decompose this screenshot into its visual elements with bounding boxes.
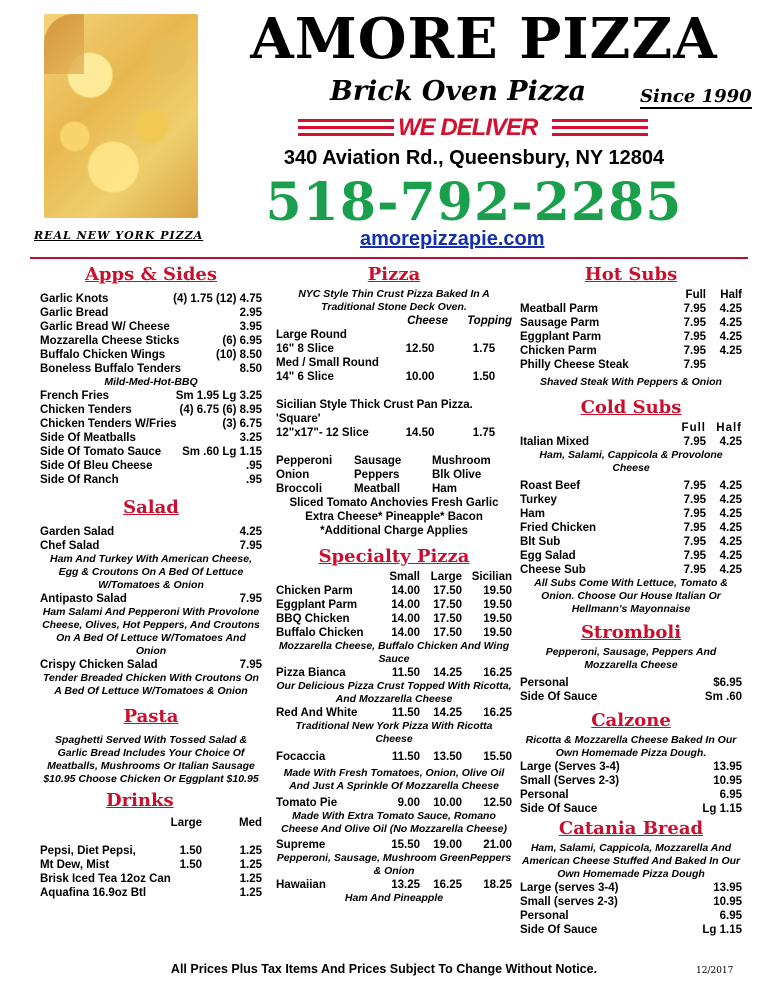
menu-item: Side Of Sauce Lg 1.15 bbox=[520, 924, 742, 936]
menu-item: Side Of Sauce Sm .60 bbox=[520, 691, 742, 703]
menu-item: Chicken Parm 7.95 4.25 bbox=[520, 345, 742, 357]
menu-item: Sausage Parm 7.95 4.25 bbox=[520, 317, 742, 329]
tagline: Brick Oven Pizza bbox=[330, 76, 586, 107]
philly-note: Shaved Steak With Peppers & Onion bbox=[540, 376, 722, 388]
stromboli-description: Pepperoni, Sausage, Peppers And Mozzarella Cheese bbox=[545, 646, 717, 671]
we-deliver: WE DELIVER bbox=[398, 114, 538, 141]
section-heading-specialty: Specialty Pizza bbox=[318, 546, 470, 567]
menu-item: Personal 6.95 bbox=[520, 789, 742, 801]
section-heading-drinks: Drinks bbox=[106, 790, 174, 811]
section-heading-pizza: Pizza bbox=[367, 264, 421, 285]
menu-item: Small (Serves 2-3) 10.95 bbox=[520, 775, 742, 787]
item-description: Our Delicious Pizza Crust Topped With Ricotta, And Mozzarella Cheese bbox=[276, 680, 512, 705]
sicilian-description: Sicilian Style Thick Crust Pan Pizza. bbox=[276, 399, 473, 411]
menu-item: Buffalo Chicken 14.00 17.50 19.50 bbox=[276, 627, 512, 639]
deliver-lines-left bbox=[298, 119, 394, 140]
item-description: Mozzarella Cheese, Buffalo Chicken And Wing Sauce bbox=[278, 640, 510, 665]
menu-item: Blt Sub 7.95 4.25 bbox=[520, 536, 742, 548]
section-heading-salad: Salad bbox=[123, 497, 179, 518]
since-year: Since 1990 bbox=[640, 86, 752, 107]
wing-flavors-note: Mild-Med-Hot-BBQ bbox=[104, 376, 198, 388]
menu-item: Personal $6.95 bbox=[520, 677, 742, 689]
deliver-lines-right bbox=[552, 119, 648, 140]
menu-item: 12"x17"- 12 Slice 14.50 1.75 bbox=[276, 427, 496, 439]
menu-item: Eggplant Parm 7.95 4.25 bbox=[520, 331, 742, 343]
calzone-description: Ricotta & Mozzarella Cheese Baked In Our Own Homemade Pizza Dough. bbox=[525, 734, 737, 759]
section-heading-apps: Apps & Sides bbox=[84, 264, 218, 285]
menu-item: Aquafina 16.9oz Btl 1.25 bbox=[40, 887, 262, 899]
menu-item: Garlic Knots (4) 1.75 (12) 4.75 bbox=[40, 293, 262, 305]
menu-item: Garlic Bread 2.95 bbox=[40, 307, 262, 319]
section-heading-cold-subs: Cold Subs bbox=[580, 397, 682, 418]
menu-item: Chef Salad 7.95 bbox=[40, 540, 262, 552]
menu-item: Side Of Bleu Cheese .95 bbox=[40, 460, 262, 472]
item-description: Made With Extra Tomato Sauce, Romano Cheese And Olive Oil (No Mozzarella Cheese) bbox=[280, 810, 507, 835]
menu-item: Cheese Sub 7.95 4.25 bbox=[520, 564, 742, 576]
catania-description: Ham, Salami, Cappicola, Mozzarella And American Cheese Stuffed And Baked In Our Own Homemade Pizza Dough bbox=[521, 842, 741, 880]
menu-item: Eggplant Parm 14.00 17.50 19.50 bbox=[276, 599, 512, 611]
menu-item: Philly Cheese Steak 7.95 bbox=[520, 359, 706, 371]
section-heading-catania: Catania Bread bbox=[558, 818, 704, 839]
column-middle bbox=[276, 262, 512, 905]
menu-item: Side Of Tomato Sauce Sm .60 Lg 1.15 bbox=[40, 446, 262, 458]
drinks-column-headers: Large Med bbox=[170, 817, 262, 829]
menu-item: Personal 6.95 bbox=[520, 910, 742, 922]
menu-item: Side Of Ranch .95 bbox=[40, 474, 262, 486]
item-description: Ham And Turkey With American Cheese, Egg & Croutons On A Bed Of Lettuce W/Tomatoes & Onion bbox=[50, 553, 252, 591]
item-description: Ham And Pineapple bbox=[344, 892, 444, 904]
cold-subs-column-headers: Full Half bbox=[681, 422, 742, 434]
toppings-line: Sliced Tomato Anchovies Fresh Garlic bbox=[289, 497, 499, 509]
menu-item: Large (serves 3-4) 13.95 bbox=[520, 882, 742, 894]
item-description: Tender Breaded Chicken With Croutons On A Bed Of Lettuce W/Tomatoes & Onion bbox=[43, 672, 259, 697]
menu-item: Garlic Bread W/ Cheese 3.95 bbox=[40, 321, 262, 333]
menu-item: Red And White 11.50 14.25 16.25 bbox=[276, 707, 512, 719]
menu-item: Italian Mixed 7.95 4.25 bbox=[520, 436, 742, 448]
header-divider bbox=[30, 257, 748, 259]
menu-item: Mt Dew, Mist 1.50 1.25 bbox=[40, 859, 262, 871]
website-link[interactable]: amorepizzapie.com bbox=[360, 228, 545, 250]
menu-item: Meatball Parm 7.95 4.25 bbox=[520, 303, 742, 315]
address: 340 Aviation Rd., Queensbury, NY 12804 bbox=[283, 147, 665, 169]
menu-item: Turkey 7.95 4.25 bbox=[520, 494, 742, 506]
section-heading-hot-subs: Hot Subs bbox=[584, 264, 678, 285]
menu-item: Focaccia 11.50 13.50 15.50 bbox=[276, 751, 512, 763]
footer-disclaimer: All Prices Plus Tax Items And Prices Subject To Change Without Notice. bbox=[170, 962, 598, 976]
menu-item: Tomato Pie 9.00 10.00 12.50 bbox=[276, 797, 512, 809]
menu-item: 16" 8 Slice 12.50 1.75 bbox=[276, 343, 496, 355]
menu-item: French Fries Sm 1.95 Lg 3.25 bbox=[40, 390, 262, 402]
menu-item: Hawaiian 13.25 16.25 18.25 bbox=[276, 879, 512, 891]
menu-item: Chicken Parm 14.00 17.50 19.50 bbox=[276, 585, 512, 597]
real-new-york-pizza: REAL NEW YORK PIZZA bbox=[34, 229, 204, 242]
menu-item: Supreme 15.50 19.00 21.00 bbox=[276, 839, 512, 851]
hot-subs-column-headers: Full Half bbox=[685, 289, 742, 301]
menu-item: Side Of Sauce Lg 1.15 bbox=[520, 803, 742, 815]
menu-item: Boneless Buffalo Tenders 8.50 bbox=[40, 363, 262, 375]
item-description: Traditional New York Pizza With Ricotta Cheese bbox=[295, 720, 493, 745]
menu-item: Crispy Chicken Salad 7.95 bbox=[40, 659, 262, 671]
item-description: Made With Fresh Tomatoes, Onion, Olive Oil And Just A Sprinkle Of Mozzarella Cheese bbox=[283, 767, 505, 792]
additional-charge-note: *Additional Charge Applies bbox=[320, 525, 468, 537]
menu-item: Chicken Tenders (4) 6.75 (6) 8.95 bbox=[40, 404, 262, 416]
pizza-size-label: Med / Small Round bbox=[276, 357, 379, 369]
sicilian-square: 'Square' bbox=[276, 413, 321, 425]
menu-item: Egg Salad 7.95 4.25 bbox=[520, 550, 742, 562]
menu-item: Large (Serves 3-4) 13.95 bbox=[520, 761, 742, 773]
apps-list-2 bbox=[40, 389, 262, 487]
menu-item: Brisk Iced Tea 12oz Can 1.25 bbox=[40, 873, 262, 885]
specialty-column-headers: Small Large Sicilian bbox=[389, 571, 512, 583]
phone-number[interactable]: 518-792-2285 bbox=[265, 172, 683, 233]
menu-date: 12/2017 bbox=[696, 966, 734, 976]
item-description: Pepperoni, Sausage, Mushroom GreenPeppers & Onion bbox=[276, 852, 512, 877]
toppings-grid: Pepperoni Sausage Mushroom Onion Peppers Blk Olive Broccoli Meatball Ham bbox=[276, 455, 491, 495]
section-heading-stromboli: Stromboli bbox=[580, 622, 682, 643]
item-description: Ham, Salami, Cappicola & Provolone Cheese bbox=[539, 449, 723, 474]
column-right bbox=[520, 262, 742, 937]
subs-note: All Subs Come With Lettuce, Tomato & Onion. Choose Our House Italian Or Hellmann's Mayonnaise bbox=[534, 577, 728, 615]
section-heading-calzone: Calzone bbox=[591, 710, 671, 731]
section-heading-pasta: Pasta bbox=[123, 706, 179, 727]
menu-item: Mozzarella Cheese Sticks (6) 6.95 bbox=[40, 335, 262, 347]
column-left bbox=[40, 262, 262, 900]
menu-item: Chicken Tenders W/Fries (3) 6.75 bbox=[40, 418, 262, 430]
toppings-line: Extra Cheese* Pineapple* Bacon bbox=[305, 511, 483, 523]
menu-item: 14" 6 Slice 10.00 1.50 bbox=[276, 371, 496, 383]
menu-item: Side Of Meatballs 3.25 bbox=[40, 432, 262, 444]
menu-item: Roast Beef 7.95 4.25 bbox=[520, 480, 742, 492]
apps-list-1 bbox=[40, 292, 262, 376]
menu-item: Small (serves 2-3) 10.95 bbox=[520, 896, 742, 908]
pizza-column-headers: Cheese Topping bbox=[407, 315, 512, 327]
menu-item: Pizza Bianca 11.50 14.25 16.25 bbox=[276, 667, 512, 679]
menu-item: Garden Salad 4.25 bbox=[40, 526, 262, 538]
pizza-size-label: Large Round bbox=[276, 329, 347, 341]
menu-item: Fried Chicken 7.95 4.25 bbox=[520, 522, 742, 534]
menu-item: Antipasto Salad 7.95 bbox=[40, 593, 262, 605]
menu-item: BBQ Chicken 14.00 17.50 19.50 bbox=[276, 613, 512, 625]
item-description: Ham Salami And Pepperoni With Provolone Cheese, Olives, Hot Peppers, And Croutons On A Bed Of Lettuce W/Tomatoes And Onion bbox=[42, 606, 260, 657]
menu-item: Pepsi, Diet Pepsi, 1.50 1.25 bbox=[40, 845, 262, 857]
pizza-description: NYC Style Thin Crust Pizza Baked In A Traditional Stone Deck Oven. bbox=[298, 288, 490, 313]
menu-header bbox=[0, 0, 768, 255]
menu-item: Buffalo Chicken Wings (10) 8.50 bbox=[40, 349, 262, 361]
pasta-description: Spaghetti Served With Tossed Salad & Garlic Bread Includes Your Choice Of Meatballs, Mushrooms Or Italian Sausage $10.95 Choose Chicken Or Eggplant $10.95 bbox=[43, 734, 259, 785]
restaurant-name: AMORE PIZZA bbox=[250, 6, 718, 72]
menu-item: Ham 7.95 4.25 bbox=[520, 508, 742, 520]
